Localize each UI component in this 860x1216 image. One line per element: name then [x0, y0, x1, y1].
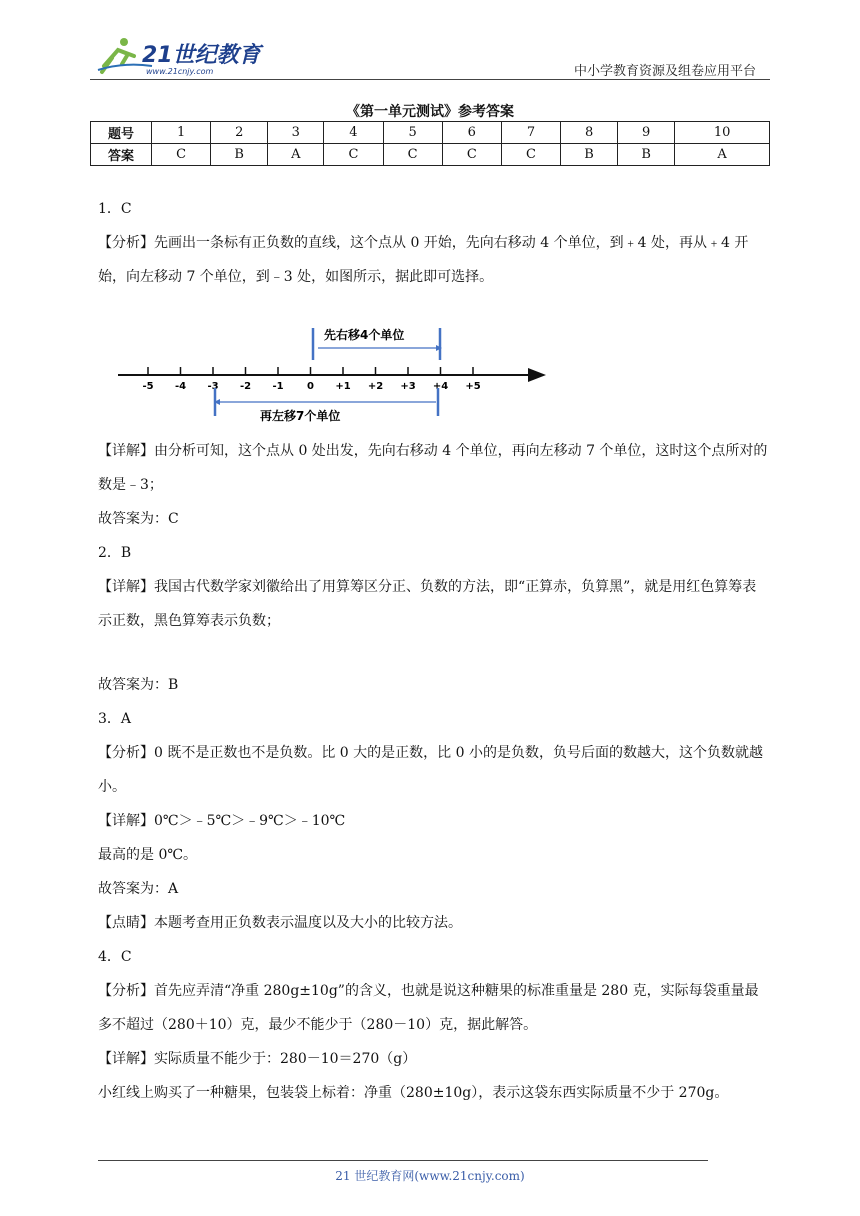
table-cell: C	[442, 144, 501, 166]
page-title: 《第一单元测试》参考答案	[346, 104, 514, 120]
q3-heading: 3．A	[98, 711, 132, 727]
table-cell: A	[675, 144, 770, 166]
q3-highest: 最高的是 0℃。	[98, 847, 198, 863]
q1-detail: 【详解】由分析可知，这个点从 0 处出发，先向右移动 4 个单位，再向左移动 7 个单位，这时这个点所对的数是﹣3；	[98, 443, 768, 493]
logo-21cnjy	[94, 36, 264, 76]
table-cell: 7	[501, 122, 560, 144]
platform-name: 中小学教育资源及组卷应用平台	[573, 64, 756, 79]
logo-url: www.21cnjy.com	[146, 67, 214, 76]
q1-heading: 1．C	[98, 201, 132, 217]
q4-line2: 小红线上购买了一种糖果，包装袋上标着：净重（280±10g），表示这袋东西实际质量不少于 270g。	[98, 1085, 729, 1101]
q4-heading: 4．C	[98, 949, 132, 965]
left-move-label: 再左移7个单位	[260, 409, 341, 423]
tick-label: +1	[335, 381, 351, 392]
q3-comment: 【点睛】本题考查用正负数表示温度以及大小的比较方法。	[98, 915, 462, 931]
number-line-arrow	[528, 368, 546, 382]
tick-label: +4	[432, 381, 449, 392]
tick-label: -2	[239, 381, 252, 392]
blank-gap	[98, 638, 770, 668]
q1-answer: 故答案为：C	[98, 511, 179, 527]
tick-label: +2	[367, 381, 384, 392]
table-cell: 8	[561, 122, 618, 144]
table-cell: 3	[268, 122, 324, 144]
q3-analysis: 【分析】0 既不是正数也不是负数。比 0 大的是正数，比 0 小的是负数，负号后面的数越大，这个负数就越小。	[98, 745, 763, 795]
q2-detail: 【详解】我国古代数学家刘徽给出了用算筹区分正、负数的方法，即“正算赤，负算黑”，就是用红色算筹表示正数，黑色算筹表示负数；	[98, 579, 757, 629]
tick-label: -4	[174, 381, 187, 392]
row-label-answer: 答案	[91, 144, 152, 166]
tick-label: -1	[272, 381, 284, 392]
table-cell: B	[211, 144, 268, 166]
table-cell: C	[383, 144, 442, 166]
table-cell: B	[618, 144, 675, 166]
footer-source: 21 世纪教育网(www.21cnjy.com)	[335, 1169, 525, 1183]
row-label-number: 题号	[91, 122, 152, 144]
answer-table	[90, 121, 770, 166]
table-cell: 9	[618, 122, 675, 144]
tick-label: +3	[400, 381, 416, 392]
table-row-answers	[91, 144, 770, 166]
tick-label: -3	[207, 381, 219, 392]
q2-answer: 故答案为：B	[98, 677, 179, 693]
q3-detail: 【详解】0℃＞﹣5℃＞﹣9℃＞﹣10℃	[98, 813, 346, 829]
table-cell: C	[324, 144, 383, 166]
table-cell: A	[268, 144, 324, 166]
tick-label: +5	[465, 381, 481, 392]
q2-heading: 2．B	[98, 545, 132, 561]
table-cell: C	[501, 144, 560, 166]
table-cell: 2	[211, 122, 268, 144]
table-cell: B	[561, 144, 618, 166]
number-line-figure	[110, 318, 560, 430]
header-divider	[90, 79, 770, 80]
q4-analysis: 【分析】首先应弄清“净重 280g±10g”的含义，也就是说这种糖果的标准重量是 280 克，实际每袋重量最多不超过（280＋10）克，最少不能少于（280－10）克，据此解答。	[98, 983, 759, 1033]
tick-label: -5	[142, 381, 154, 392]
q4-detail: 【详解】实际质量不能少于：280－10＝270（g）	[98, 1051, 417, 1067]
footer-divider	[98, 1160, 708, 1161]
table-cell: 5	[383, 122, 442, 144]
q1-analysis: 【分析】先画出一条标有正负数的直线，这个点从 0 开始，先向右移动 4 个单位，到﹢4 处，再从﹢4 开始，向左移动 7 个单位，到﹣3 处，如图所示，据此即可选择。	[98, 235, 749, 285]
logo-text: 21世纪教育	[142, 43, 261, 68]
table-cell: 4	[324, 122, 383, 144]
q3-answer: 故答案为：A	[98, 881, 179, 897]
table-cell: 10	[675, 122, 770, 144]
table-cell: C	[152, 144, 211, 166]
table-row-numbers	[91, 122, 770, 144]
page-header	[90, 30, 770, 80]
table-cell: 6	[442, 122, 501, 144]
right-move-label: 先右移4个单位	[324, 328, 405, 342]
tick-label: 0	[307, 381, 314, 392]
table-cell: 1	[152, 122, 211, 144]
